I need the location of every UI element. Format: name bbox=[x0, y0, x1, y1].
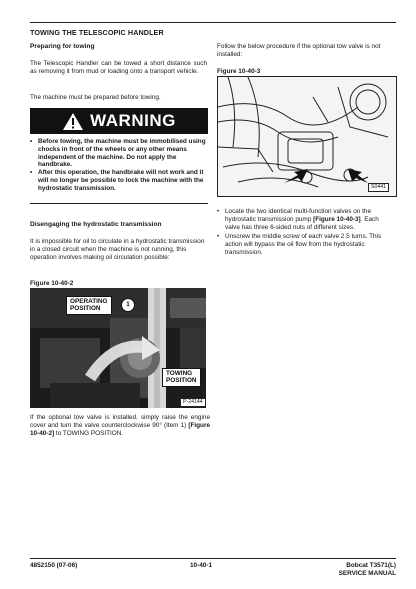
procedure-item bbox=[217, 208, 395, 231]
towing-position-callout bbox=[162, 368, 201, 387]
valve-photo-illustration bbox=[30, 288, 206, 408]
warning-item: • After this operation, the handbrake will not work and it will no longer be possible to lock the machine with the hydrostatic transmission. bbox=[30, 169, 207, 192]
figure-10-40-2-label: Figure 10-40-2 bbox=[30, 280, 74, 287]
procedure-text-tail: . Each valve has three 6-sided nuts of different sizes. bbox=[225, 215, 379, 231]
callout-line: POSITION bbox=[70, 305, 101, 313]
right-intro: Follow the below procedure if the optional tow valve is not installed: bbox=[217, 43, 381, 59]
footer-rule bbox=[30, 558, 396, 559]
figure-ref: [Figure 10-40-2] bbox=[30, 422, 210, 438]
page-number: 10-40-1 bbox=[190, 562, 213, 569]
manual-label: SERVICE MANUAL bbox=[338, 570, 396, 577]
warning-title: WARNING bbox=[90, 111, 176, 130]
warning-list bbox=[30, 138, 207, 193]
procedure-text: Unscrew the middle screw of each valve 2.5 turns. This action will bypass the oil flow from the hydrostatic transmission. bbox=[225, 233, 382, 256]
disengaging-heading: Disengaging the hydrostatic transmission bbox=[30, 221, 162, 228]
disengaging-paragraph: It is impossible for oil to circulate in a hydrostatic transmission in a closed circuit when the machine is not running, this operation involves making oil circulation possible: bbox=[30, 238, 205, 262]
preparing-heading: Preparing for towing bbox=[30, 43, 95, 50]
warning-banner bbox=[30, 108, 208, 134]
figure-ref: [Figure 10-40-3] bbox=[313, 215, 361, 223]
operating-position-callout bbox=[66, 296, 112, 315]
figure-10-40-3-drawing bbox=[217, 76, 397, 197]
preparing-paragraph: The Telescopic Handler can be towed a short distance such as removing it from mud or loading onto a transport vehicle. bbox=[30, 60, 207, 76]
callout-line: OPERATING bbox=[70, 298, 108, 305]
product-name bbox=[339, 562, 396, 578]
figure-10-40-2-photo bbox=[30, 288, 206, 408]
procedure-list bbox=[217, 208, 395, 257]
figure-code: P-24144 bbox=[180, 398, 206, 407]
prepared-note: The machine must be prepared before towing. bbox=[30, 94, 161, 101]
item-number: 1 bbox=[126, 301, 130, 308]
callout-line: TOWING bbox=[166, 370, 193, 377]
warning-item: • Before towing, the machine must be immobilised using chocks in front of the wheels or any other means independent of the machine. Do not apply the handbrake. bbox=[30, 138, 207, 169]
procedure-item bbox=[217, 233, 395, 256]
figure-10-40-3-label: Figure 10-40-3 bbox=[217, 68, 261, 75]
callout-line: POSITION bbox=[166, 377, 197, 385]
section-title: TOWING THE TELESCOPIC HANDLER bbox=[30, 28, 164, 37]
pump-line-drawing bbox=[218, 77, 396, 196]
warning-triangle-icon bbox=[62, 112, 84, 131]
header-rule bbox=[30, 22, 396, 23]
item-number-badge bbox=[121, 298, 135, 312]
product-label: Bobcat T3571(L) bbox=[346, 562, 396, 569]
install-text: If the optional tow valve is installed, simply raise the engine cover and turn the valve counterclockwise 90° (Item 1) bbox=[30, 414, 210, 430]
procedure-text: Locate the two identical multi-function valves on the hydrostatic transmission pump bbox=[225, 208, 372, 223]
install-paragraph bbox=[30, 414, 210, 439]
figure-code: S0441 bbox=[368, 183, 389, 192]
install-text-tail: to TOWING POSITION. bbox=[54, 430, 124, 438]
warning-bottom-rule bbox=[30, 203, 208, 204]
doc-number: 4852150 (07-06) bbox=[30, 562, 78, 569]
